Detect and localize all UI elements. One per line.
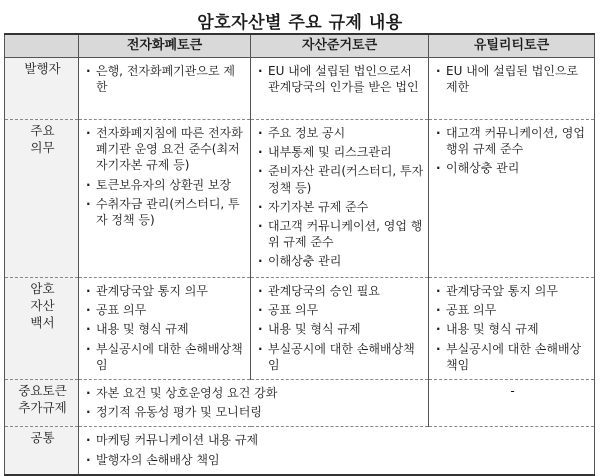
list-item: · 공표 의무 (257, 302, 424, 318)
table-header-row (5, 34, 595, 58)
cell-issuer-emt (79, 58, 251, 120)
list-item: · 이해상충 관리 (435, 160, 590, 176)
list-item: · 부실공시에 대한 손해배상책임 (435, 341, 590, 373)
cell-whitepaper-art (251, 278, 429, 380)
list-item: · 발행자의 손해배상 책임 (85, 452, 590, 468)
list-item: · 정기적 유동성 평가 및 모니터링 (85, 404, 424, 420)
cell-whitepaper-emt (79, 278, 251, 380)
list-item: · 주요 정보 공시 (257, 125, 424, 141)
list-item: · 자기자본 규제 준수 (257, 199, 424, 215)
list-item: · 관계당국의 승인 필요 (257, 283, 424, 299)
list-item: · 내용 및 형식 규제 (85, 321, 246, 337)
list-item: · 전자화폐지침에 따른 전자화폐기관 운영 요건 준수(최저자기자본 규제 등) (85, 125, 246, 174)
table-row-obligations (5, 120, 595, 278)
list-item: · 관계당국앞 통지 의무 (435, 283, 590, 299)
row-label-significant: 중요토큰 추가규제 (5, 379, 79, 426)
cell-obligations-utility (429, 120, 595, 278)
list-item: · EU 내에 설립된 법인으로 제한 (435, 63, 590, 95)
table-row-common (5, 427, 595, 475)
list-item: · 대고객 커뮤니케이션, 영업행위 규제 준수 (435, 125, 590, 157)
list-item: · 마케팅 커뮤니케이션 내용 규제 (85, 432, 590, 448)
list-item: · 내부통제 및 리스크관리 (257, 144, 424, 160)
header-empty (5, 34, 79, 58)
list-item: · 이해상충 관리 (257, 253, 424, 269)
list-item: · 내용 및 형식 규제 (257, 321, 424, 337)
row-label-common: 공통 (5, 427, 79, 475)
header-emt: 전자화폐토큰 (79, 34, 251, 58)
list-item: · 수취자금 관리(커스터디, 투자 정책 등) (85, 196, 246, 228)
table-row-whitepaper (5, 278, 595, 380)
row-label-issuer: 발행자 (5, 58, 79, 120)
list-item: · 부실공시에 대한 손해배상책임 (257, 341, 424, 373)
list-item: · 내용 및 형식 규제 (435, 321, 590, 337)
header-utility: 유틸리티토큰 (429, 34, 595, 58)
list-item: · 공표 의무 (85, 302, 246, 318)
row-label-obligations: 주요 의무 (5, 120, 79, 278)
list-item: · 준비자산 관리(커스터디, 투자 정책 등) (257, 163, 424, 195)
list-item: · 토큰보유자의 상환권 보장 (85, 177, 246, 193)
list-item: · 은행, 전자화폐기관으로 제한 (85, 63, 246, 95)
cell-whitepaper-utility (429, 278, 595, 380)
cell-significant-emt-art (79, 379, 429, 426)
cell-obligations-emt (79, 120, 251, 278)
list-item: · 부실공시에 대한 손해배상책임 (85, 341, 246, 373)
list-item: · 자본 요건 및 상호운영성 요건 강화 (85, 385, 424, 401)
cell-obligations-art (251, 120, 429, 278)
list-item: · 공표 의무 (435, 302, 590, 318)
cell-significant-utility: - (429, 379, 595, 426)
cell-issuer-utility (429, 58, 595, 120)
header-art: 자산준거토큰 (251, 34, 429, 58)
list-item: · EU 내에 설립된 법인으로서 관계당국의 인가를 받은 법인 (257, 63, 424, 95)
document-title: 암호자산별 주요 규제 내용 (0, 8, 600, 33)
list-item: · 대고객 커뮤니케이션, 영업 행위 규제 준수 (257, 218, 424, 250)
cell-issuer-art (251, 58, 429, 120)
list-item: · 관계당국앞 통지 의무 (85, 283, 246, 299)
regulation-table (4, 33, 595, 476)
cell-common (79, 427, 595, 475)
table-row-significant (5, 379, 595, 426)
row-label-whitepaper: 암호 자산 백서 (5, 278, 79, 380)
table-row-issuer (5, 58, 595, 120)
